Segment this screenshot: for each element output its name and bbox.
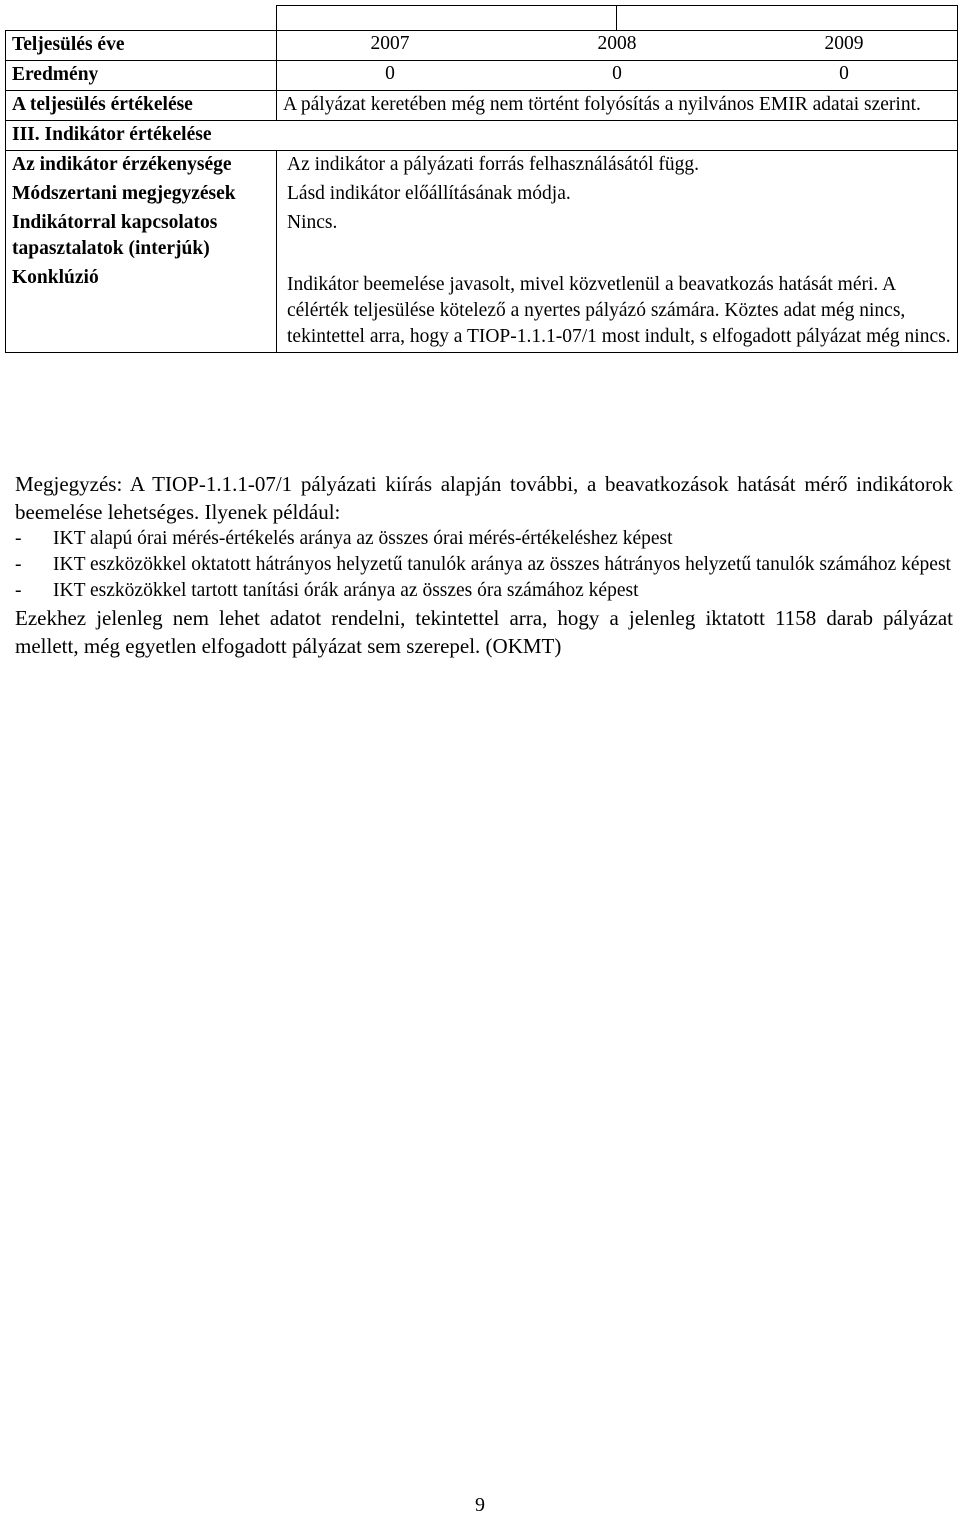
list-item-text: IKT eszközökkel oktatott hátrányos helyzetű tanulók aránya az összes hátrányos helyzetű tanulók számához képest: [53, 554, 951, 575]
empty-cell: [617, 6, 958, 31]
year-2008: 2008: [597, 33, 637, 54]
list-marker: -: [15, 580, 22, 601]
list-item: [15, 526, 953, 552]
list-item: [15, 552, 953, 578]
list-marker: -: [15, 528, 22, 549]
conclusion-label: Konklúzió: [6, 264, 277, 353]
methodology-label: Módszertani megjegyzések: [6, 180, 277, 209]
result-2008: 0: [612, 63, 622, 84]
sensitivity-text: Az indikátor a pályázati forrás felhasználásától függ.: [277, 151, 958, 181]
note-list: [15, 526, 953, 604]
result-row-label: Eredmény: [6, 61, 277, 91]
indicator-table: [5, 5, 958, 353]
conclusion-row: [6, 264, 958, 353]
empty-cell: [277, 6, 617, 31]
result-row: [6, 61, 958, 91]
sensitivity-label: Az indikátor érzékenysége: [6, 151, 277, 181]
year-row-label: Teljesülés éve: [6, 31, 277, 61]
experience-text: Nincs.: [277, 209, 958, 264]
year-row: [6, 31, 958, 61]
year-2009: 2009: [824, 33, 864, 54]
section-title: III. Indikátor értékelése: [6, 121, 958, 151]
section-title-row: [6, 121, 958, 151]
result-values-cell: [277, 61, 958, 91]
year-2007: 2007: [370, 33, 410, 54]
sensitivity-row: [6, 151, 958, 181]
conclusion-text: Indikátor beemelése javasolt, mivel közvetlenül a beavatkozás hatását méri. A célérték teljesülése kötelező a nyertes pályázó számára. Köztes adat még nincs, tekintettel arra, hogy a TIOP-1.1.1-07/1 most indult, s elfogadott pályázat még nincs.: [277, 264, 958, 353]
list-item: [15, 578, 953, 604]
evaluation-row: [6, 91, 958, 121]
list-item-text: IKT alapú órai mérés-értékelés aránya az összes órai mérés-értékeléshez képest: [53, 528, 673, 549]
experience-label: Indikátorral kapcsolatos tapasztalatok (interjúk): [6, 209, 277, 264]
evaluation-row-label: A teljesülés értékelése: [6, 91, 277, 121]
experience-row: [6, 209, 958, 264]
empty-header-row: [6, 6, 958, 31]
methodology-row: [6, 180, 958, 209]
note-closing: Ezekhez jelenleg nem lehet adatot rendelni, tekintettel arra, hogy a jelenleg iktatott 1158 darab pályázat mellett, még egyetlen elfogadott pályázat sem szerepel. (OKMT): [15, 606, 953, 658]
note-intro: Megjegyzés: A TIOP-1.1.1-07/1 pályázati kiírás alapján további, a beavatkozások hatását mérő indikátorok beemelése lehetséges. Ilyenek például:: [15, 472, 953, 524]
list-item-text: IKT eszközökkel tartott tanítási órák aránya az összes óra számához képest: [53, 580, 639, 601]
year-values-cell: [277, 31, 958, 61]
result-2009: 0: [839, 63, 849, 84]
result-2007: 0: [385, 63, 395, 84]
page-number: 9: [475, 1494, 485, 1516]
evaluation-row-text: A pályázat keretében még nem történt folyósítás a nyilvános EMIR adatai szerint.: [277, 91, 958, 121]
methodology-text: Lásd indikátor előállításának módja.: [277, 180, 958, 209]
list-marker: -: [15, 554, 22, 575]
empty-cell: [6, 6, 277, 31]
note-block: [15, 470, 953, 660]
